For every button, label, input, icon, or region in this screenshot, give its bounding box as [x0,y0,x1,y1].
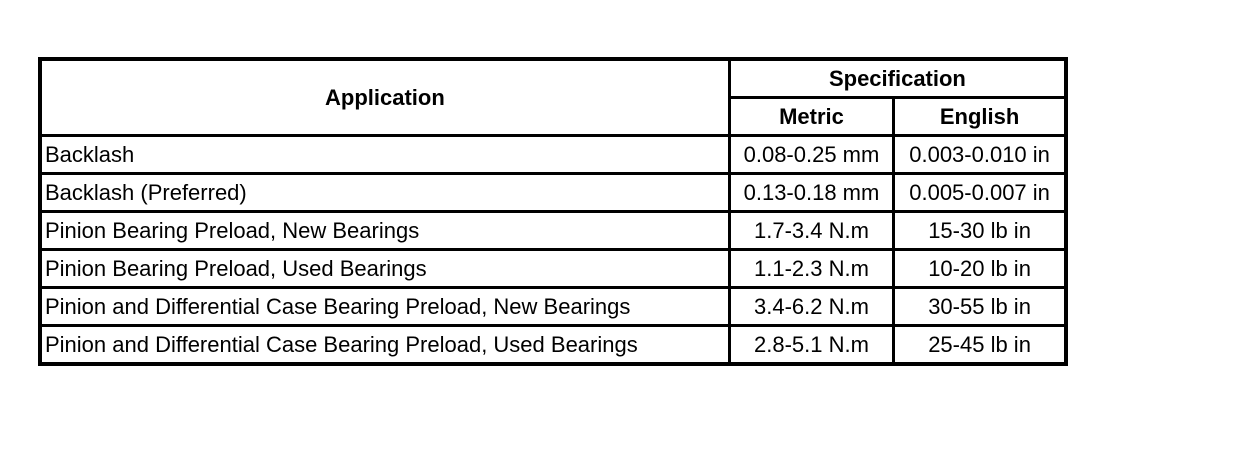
application-column-header: Application [40,59,729,136]
table-row [40,288,1066,326]
english-cell: 30-55 lb in [894,288,1066,326]
metric-cell: 0.08-0.25 mm [729,136,893,174]
english-cell: 10-20 lb in [894,250,1066,288]
table-row [40,326,1066,365]
application-cell: Pinion and Differential Case Bearing Preload, Used Bearings [40,326,729,365]
metric-cell: 1.7-3.4 N.m [729,212,893,250]
table-row [40,174,1066,212]
application-cell: Backlash [40,136,729,174]
header-row-top [40,59,1066,98]
application-cell: Pinion Bearing Preload, New Bearings [40,212,729,250]
specification-column-header: Specification [729,59,1066,98]
english-cell: 15-30 lb in [894,212,1066,250]
table-row [40,250,1066,288]
metric-cell: 1.1-2.3 N.m [729,250,893,288]
metric-column-header: Metric [729,98,893,136]
english-cell: 25-45 lb in [894,326,1066,365]
english-cell: 0.005-0.007 in [894,174,1066,212]
english-cell: 0.003-0.010 in [894,136,1066,174]
metric-cell: 0.13-0.18 mm [729,174,893,212]
application-cell: Backlash (Preferred) [40,174,729,212]
metric-cell: 3.4-6.2 N.m [729,288,893,326]
specification-table [38,57,1068,366]
application-cell: Pinion and Differential Case Bearing Preload, New Bearings [40,288,729,326]
application-cell: Pinion Bearing Preload, Used Bearings [40,250,729,288]
english-column-header: English [894,98,1066,136]
table-row [40,212,1066,250]
table-row [40,136,1066,174]
metric-cell: 2.8-5.1 N.m [729,326,893,365]
